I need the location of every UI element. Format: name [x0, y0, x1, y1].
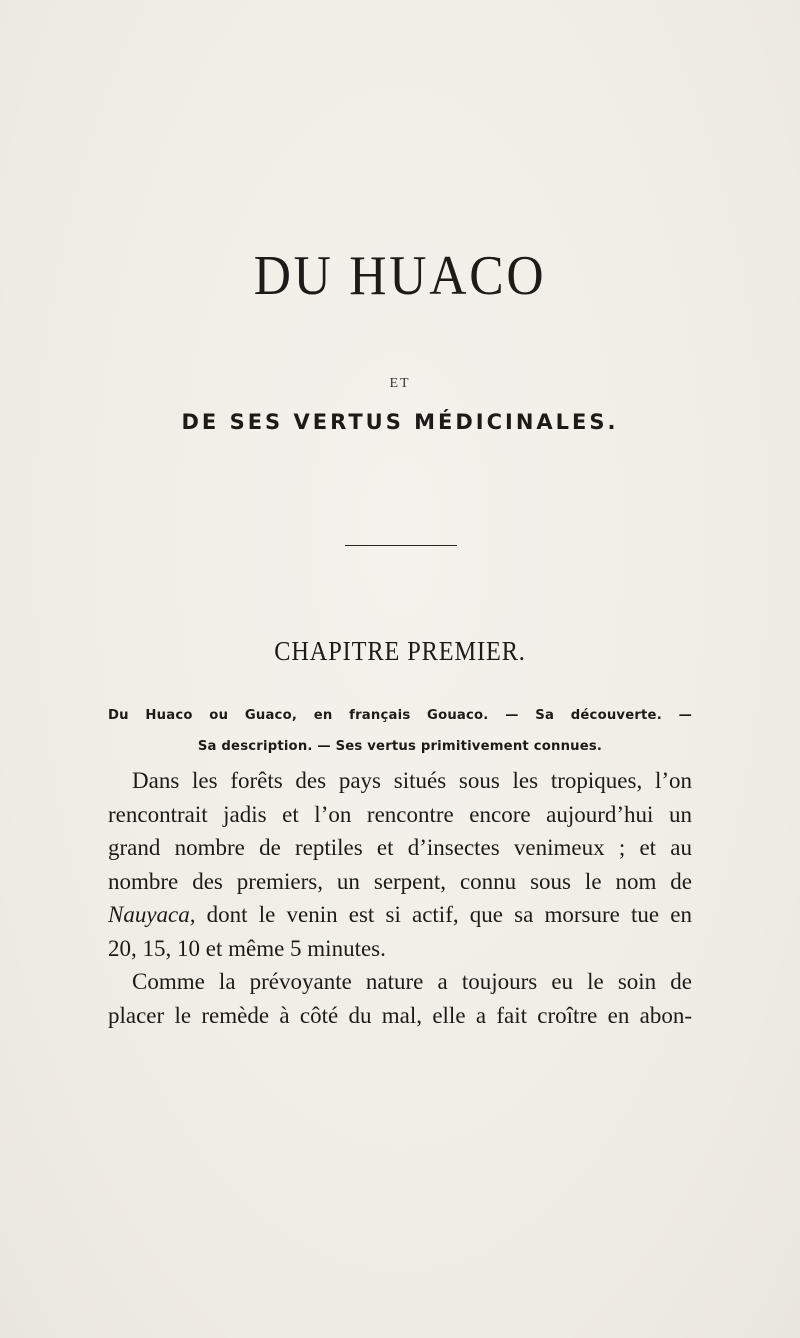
- body-line: rencontrait jadis et l’on rencontre encore aujourd’hui un: [108, 801, 692, 827]
- chapter-heading: CHAPITRE PREMIER.: [274, 636, 526, 666]
- summary-line: Sa description. — Ses vertus primitivement connues.: [197, 739, 603, 754]
- body-line: Dans les forêts des pays situés sous les tropiques, l’on: [132, 768, 692, 793]
- title-main: DU HUACO: [253, 245, 547, 307]
- title-subtitle: DE SES VERTUS MÉDICINALES.: [181, 410, 619, 434]
- body-line-rest: dont le venin est si actif, que sa morsure tue en: [195, 902, 692, 927]
- body-line: grand nombre de reptiles et d’insectes venimeux ; et au: [108, 835, 692, 860]
- divider-rule: [345, 545, 457, 546]
- body-text: [108, 764, 692, 1032]
- body-line: nombre des premiers, un serpent, connu sous le nom de: [108, 868, 692, 894]
- body-line: Comme la prévoyante nature a toujours eu le soin de: [132, 969, 692, 994]
- body-line: placer le remède à côté du mal, elle a fait croître en abon-: [108, 1002, 692, 1028]
- body-line: [108, 898, 692, 932]
- italic-term: Nauyaca,: [108, 902, 196, 927]
- title-connector: ET: [389, 376, 411, 391]
- body-line: 20, 15, 10 et même 5 minutes.: [108, 935, 386, 961]
- chapter-summary: [108, 700, 692, 762]
- summary-line: Du Huaco ou Guaco, en français Gouaco. — Sa découverte. —: [108, 708, 692, 723]
